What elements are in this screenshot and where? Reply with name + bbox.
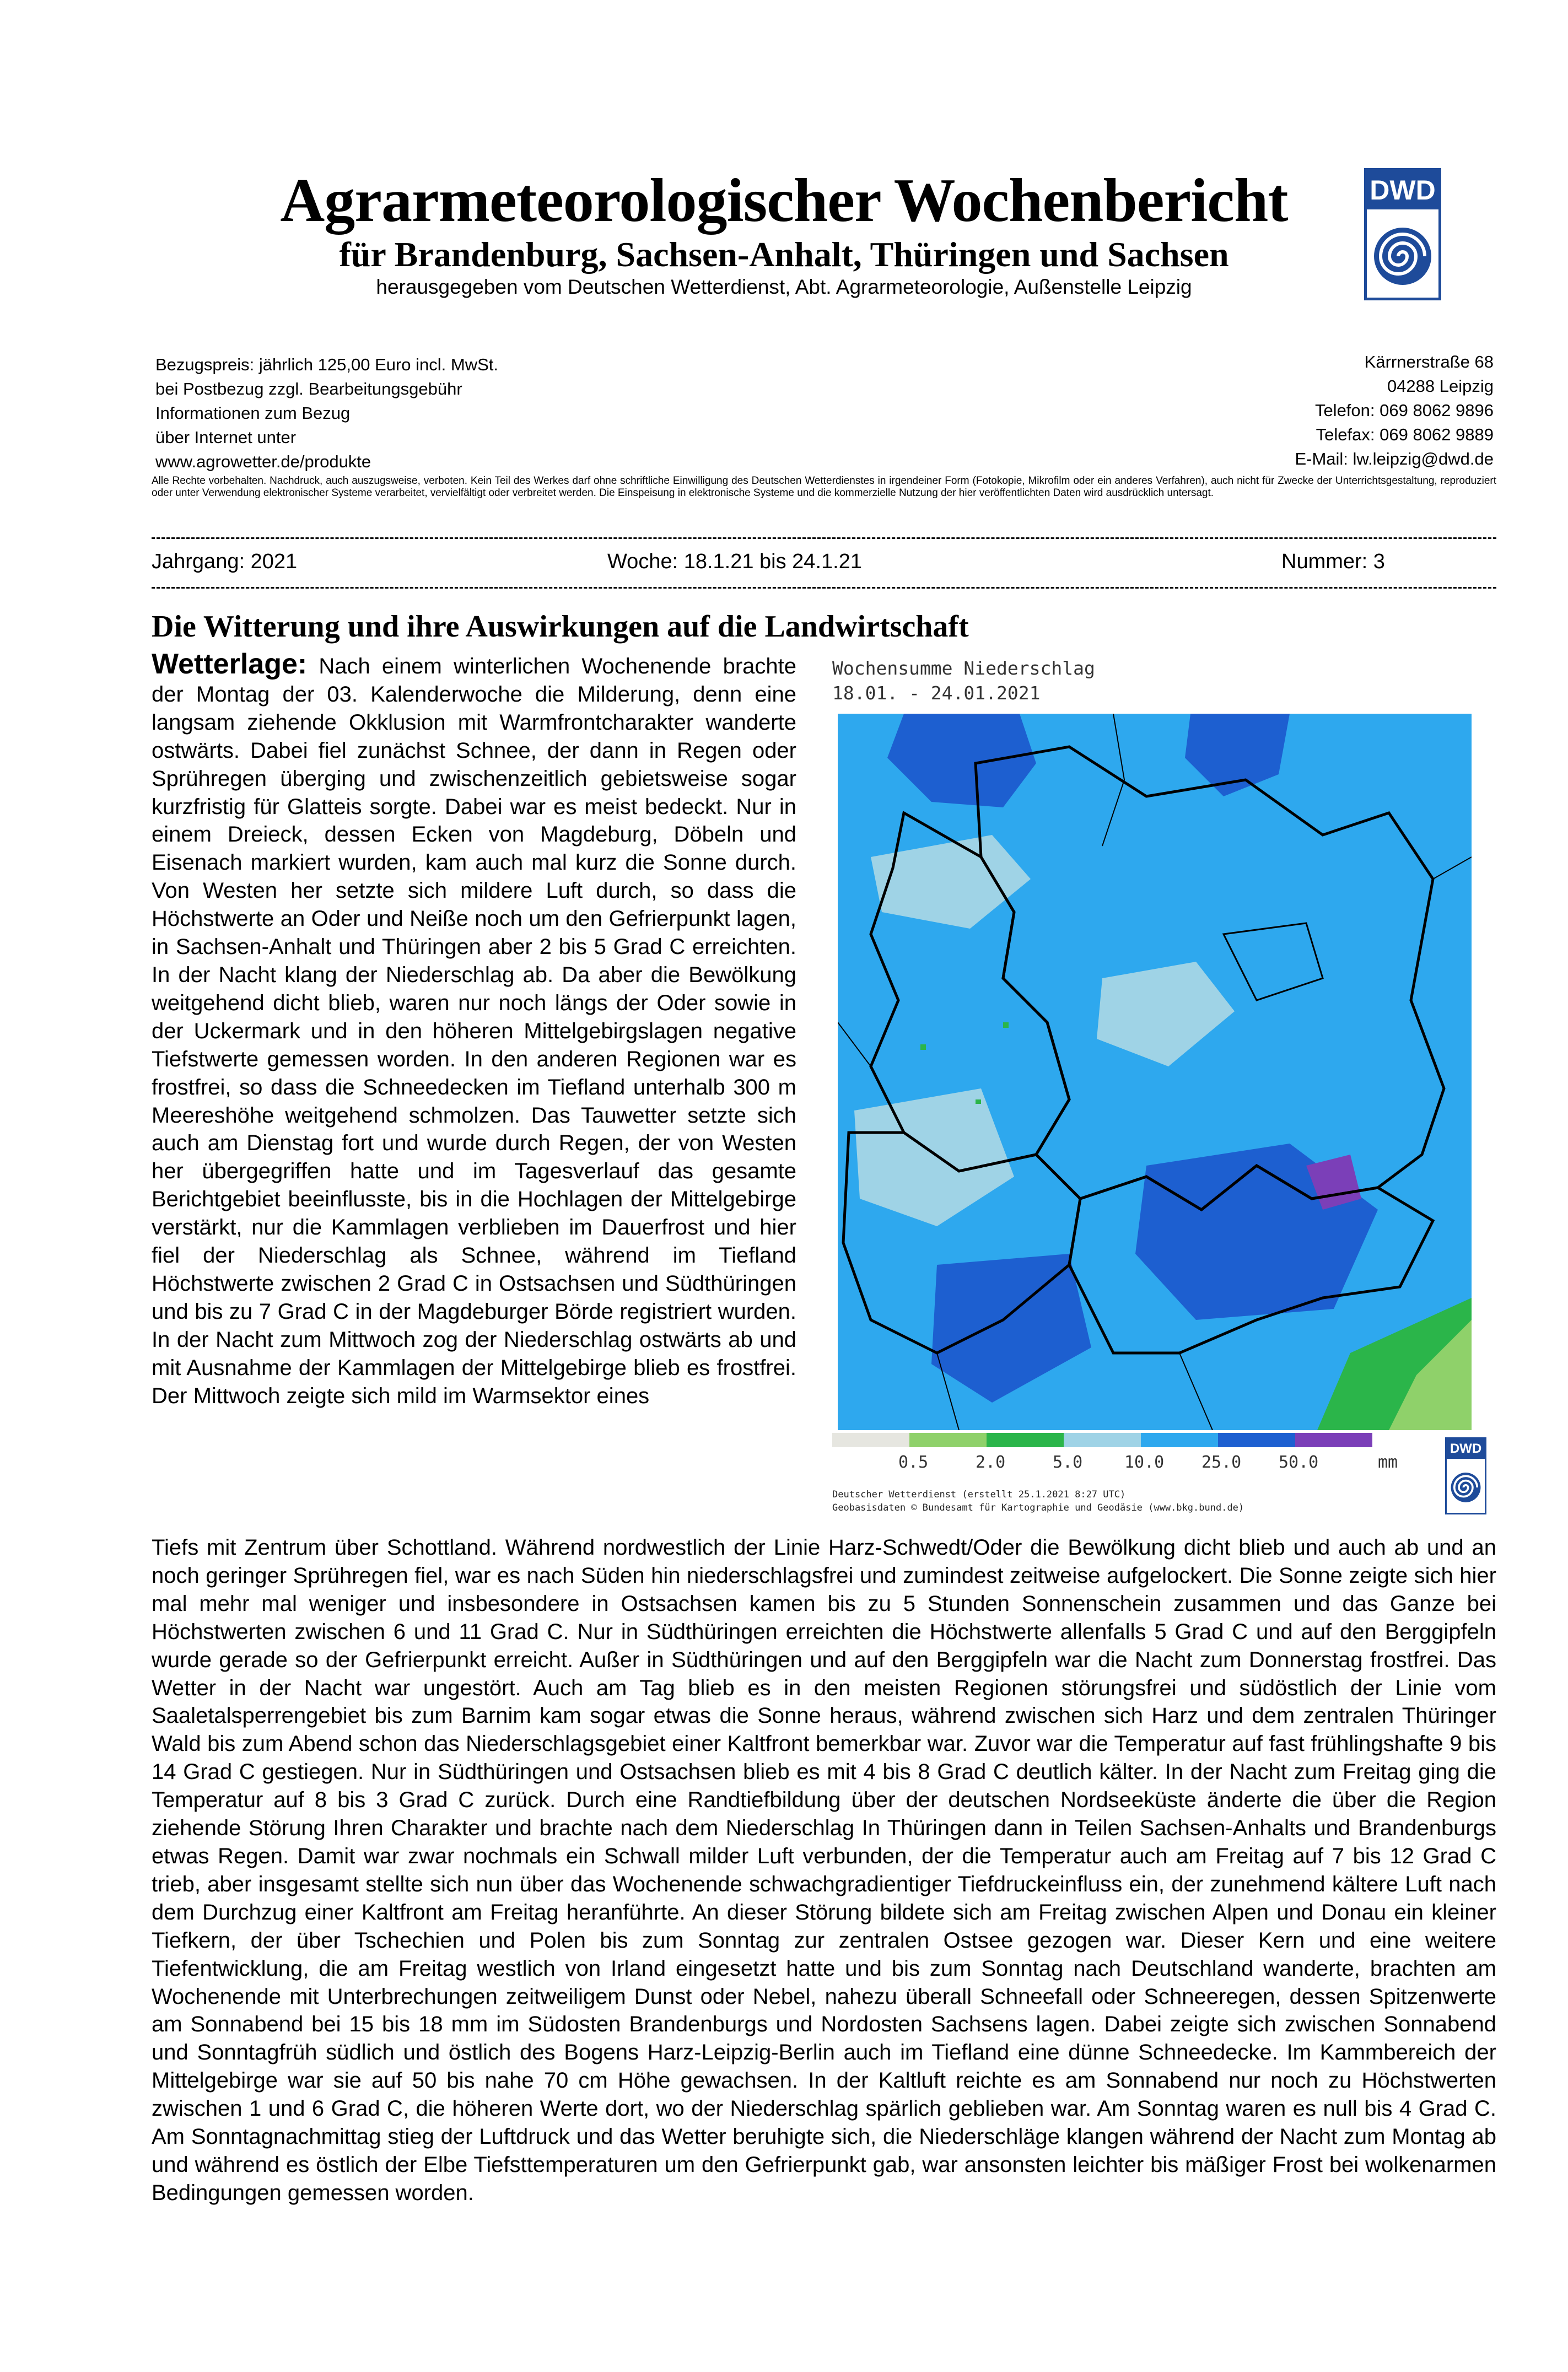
address-line: Telefax: 069 8062 9889	[1316, 425, 1494, 444]
map-credit-line: Geobasisdaten © Bundesamt für Kartographie und Geodäsie (www.bkg.bund.de)	[832, 1502, 1244, 1513]
legend-swatch	[1064, 1433, 1141, 1447]
legend-label: 10.0	[1124, 1453, 1165, 1472]
legal-notice: Alle Rechte vorbehalten. Nachdruck, auch auszugsweise, verboten. Kein Teil des Werkes darf ohne schriftliche Einwilligung des Deutschen Wetterdienstes in irgendeiner Form (Fotokopie, Mikrofilm oder ein anderes Verfahren), auch nicht für Zwecke der Unterrichtsgestaltung, reproduziert oder unter Verwendung elektronischer Systeme verarbeitet, vervielfältigt oder verbreitet werden. Die Einspeisung in elektronische Systeme und die kommerzielle Nutzung der hier veröffentlichten Daten wird ausdrücklich untersagt.	[152, 475, 1496, 499]
year-label: Jahrgang: 2021	[152, 550, 298, 573]
subscription-info	[155, 353, 651, 474]
map-credit-line: Deutscher Wetterdienst (erstellt 25.1.2021 8:27 UTC)	[832, 1489, 1126, 1500]
legend-label: 5.0	[1053, 1453, 1083, 1472]
article-column	[152, 650, 796, 1410]
address-line: Kärrnerstraße 68	[1364, 352, 1494, 371]
section-heading: Die Witterung und ihre Auswirkungen auf die Landwirtschaft	[152, 610, 969, 644]
article-column-text: Nach einem winterlichen Wochenende brachte der Montag der 03. Kalenderwoche die Milderung, denn eine langsam ziehende Okklusion mit Warmfrontcharakter wanderte ostwärts. Dabei fiel zunächst Schnee, der dann in Regen oder Sprühregen überging und zwischenzeitlich gebietsweise sogar kurzfristig für Glatteis sorgte. Dabei war es meist bedeckt. Nur in einem Dreieck, dessen Ecken von Magdeburg, Döbeln und Eisenach markiert wurden, kam auch mal kurz die Sonne durch. Von Westen her setzte sich mildere Luft durch, so dass die Höchstwerte an Oder und Neiße noch um den Gefrierpunkt lagen, in Sachsen-Anhalt und Thüringen aber 2 bis 5 Grad C erreichten. In der Nacht klang der Niederschlag ab. Da aber die Bewölkung weitgehend dicht blieb, waren nur noch längs der Oder sowie in der Uckermark und in den höheren Mittelgebirgslagen negative Tiefstwerte gemessen worden. In den anderen Regionen war es frostfrei, so dass die Schneedecken im Tiefland unterhalb 300 m Meereshöhe weitgehend schmolzen. Das Tauwetter setzte sich auch am Dienstag fort und wurde durch Regen, der von Westen her übergegriffen hatte und im Tagesverlauf das gesamte Berichtgebiet beeinflusste, bis in die Hochlagen der Mittelgebirge verstärkt, nur die Kammlagen verblieben im Dauerfrost und hier fiel der Niederschlag als Schnee, während im Tiefland Höchstwerte zwischen 2 Grad C in Ostsachsen und Südthüringen und bis zu 7 Grad C in der Magdeburger Börde registriert wurden. In der Nacht zum Mittwoch zog der Niederschlag ostwärts ab und mit Ausnahme der Kammlagen der Mittelgebirge blieb es frostfrei. Der Mittwoch zeigte sich mild im Warmsektor eines	[152, 654, 796, 1408]
subscription-line: über Internet unter	[155, 428, 297, 447]
legend-label: 2.0	[976, 1453, 1006, 1472]
legend-label: 50.0	[1279, 1453, 1319, 1472]
map-title	[832, 656, 1095, 705]
article-keyword: Wetterlage:	[152, 648, 308, 680]
article-full-text: Tiefs mit Zentrum über Schottland. Während nordwestlich der Linie Harz-Schwedt/Oder die Bewölkung dicht blieb und auch ab und an noch geringer Sprühregen fiel, war es nach Süden hin niederschlagsfrei und zumindest zeitweise aufgelockert. Die Sonne zeigte sich hier mal mehr mal weniger und insbesondere in Ostsachsen kamen bis zu 5 Stunden Sonnenschein zusammen und das Ganze bei Höchstwerten zwischen 6 und 11 Grad C. Nur in Südthüringen erreichten die Höchstwerte allenfalls 5 Grad C und auf den Berggipfeln wurde gerade so der Gefrierpunkt erreicht. Außer in Südthüringen und auf den Berggipfeln war die Nacht zum Donnerstag frostfrei. Das Wetter in der Nacht war ungestört. Auch am Tag blieb es in den meisten Regionen störungsfrei und südöstlich der Linie vom Saaletalsperrengebiet bis zum Barnim kam sogar etwas die Sonne heraus, während zwischen sich Harz und dem zentralen Thüringer Wald bis zum Abend schon das Niederschlagsgebiet einer Kaltfront bemerkbar war. Zuvor war die Temperatur auf fast frühlingshafte 9 bis 14 Grad C gestiegen. Nur in Südthüringen und Ostsachsen blieb es mit 4 bis 8 Grad C deutlich kälter. In der Nacht zum Freitag ging die Temperatur auf 8 bis 3 Grad C zurück. Durch eine Randtiefbildung über der deutschen Nordseeküste änderte die über die Region ziehende Störung Ihren Charakter und brachte nach dem Niederschlag In Thüringen dann in Teilen Sachsen-Anhalts und Brandenburgs etwas Regen. Damit war zwar nochmals ein Schwall milder Luft verbunden, der die Temperatur auch am Freitag auf 7 bis 12 Grad C trieb, aber insgesamt stellte sich nun über das Wochenende schwachgradientiger Tiefdruckeinfluss ein, der zunehmend kältere Luft nach dem Durchzug einer Kaltfront am Freitag heranführte. An dieser Störung bildete sich am Freitag zwischen Alpen und Donau ein kleiner Tiefkern, der über Tschechien und Polen bis zum Sonntag zur zentralen Ostsee gezogen war. Dieser Kern und eine weitere Tiefentwicklung, die am Freitag westlich von Irland eingesetzt hatte und bis zum Sonntag nach Deutschland wanderte, brachten am Wochenende mit Unterbrechungen zeitweiligem Dunst oder Nebel, nahezu überall Schneefall oder Schneeregen, dessen Spitzenwerte am Sonnabend bei 15 bis 18 mm im Südosten Brandenburgs und Nordosten Sachsens lagen. Dabei zeigte sich zwischen Sonnabend und Sonntagfrüh südlich und östlich des Bogens Harz-Leipzig-Berlin auch im Tiefland eine dünne Schneedecke. Im Kammbereich der Mittelgebirge war sie auf 50 bis nahe 70 cm Höhe gewachsen. In der Kaltluft reichte es am Sonnabend nur noch zu Höchstwerten zwischen 1 und 6 Grad C, die höheren Werte dort, wo der Niederschlag spärlich geblieben war. Am Sonntag waren es null bis 4 Grad C. Am Sonntagnachmittag stieg der Luftdruck und das Wetter beruhigte sich, die Niederschläge klangen während der Nacht zum Montag ab und während es östlich der Elbe Tiefsttemperaturen um den Gefrierpunkt gab, war ansonsten leichter bis mäßiger Frost bei wolkenarmen Bedingungen gemessen worden.	[152, 1535, 1496, 2205]
map-legend	[832, 1433, 1416, 1471]
subscription-link[interactable]: www.agrowetter.de/produkte	[155, 452, 371, 471]
document-title: Agrarmeteorologischer Wochenbericht	[280, 166, 1288, 235]
document-subtitle: für Brandenburg, Sachsen-Anhalt, Thüringen und Sachsen	[339, 235, 1229, 274]
legend-swatch	[1295, 1433, 1372, 1447]
legend-swatch	[1218, 1433, 1295, 1447]
publisher-line: herausgegeben vom Deutschen Wetterdienst, Abt. Agrarmeteorologie, Außenstelle Leipzig	[376, 276, 1192, 298]
address-block	[1047, 350, 1494, 471]
week-label: Woche: 18.1.21 bis 24.1.21	[607, 550, 862, 573]
address-line: 04288 Leipzig	[1387, 376, 1494, 396]
dwd-small-logo	[1445, 1437, 1486, 1514]
address-line: Telefon: 069 8062 9896	[1314, 401, 1494, 420]
dwd-logo-text: DWD	[1367, 171, 1438, 209]
email-link[interactable]: E-Mail: lw.leipzig@dwd.de	[1295, 449, 1494, 468]
subscription-line: bei Postbezug zzgl. Bearbeitungsgebühr	[155, 379, 462, 398]
legend-label: 0.5	[898, 1453, 929, 1472]
legend-swatch	[832, 1433, 909, 1447]
dwd-small-logo-text: DWD	[1447, 1439, 1485, 1459]
precip-spot	[1003, 1022, 1009, 1028]
precip-spot	[920, 1044, 926, 1050]
map-base	[838, 714, 1472, 1430]
issue-number: Nummer: 3	[1281, 550, 1385, 573]
map-credits	[832, 1488, 1244, 1514]
legend-swatch	[1141, 1433, 1218, 1447]
divider	[152, 537, 1496, 541]
map-title-line: Wochensumme Niederschlag	[832, 657, 1095, 679]
legend-swatch	[909, 1433, 987, 1447]
subscription-line: Bezugspreis: jährlich 125,00 Euro incl. MwSt.	[155, 355, 499, 374]
divider	[152, 587, 1496, 591]
dwd-spiral-icon	[1450, 1465, 1481, 1510]
precipitation-map	[838, 714, 1472, 1430]
subscription-line: Informationen zum Bezug	[155, 403, 351, 423]
legend-unit: mm	[1378, 1453, 1398, 1472]
map-date-line: 18.01. - 24.01.2021	[832, 682, 1041, 704]
dwd-logo	[1364, 168, 1441, 300]
legend-swatch	[987, 1433, 1064, 1447]
legend-label: 25.0	[1201, 1453, 1242, 1472]
precip-spot	[976, 1099, 981, 1104]
dwd-spiral-icon	[1372, 218, 1433, 295]
